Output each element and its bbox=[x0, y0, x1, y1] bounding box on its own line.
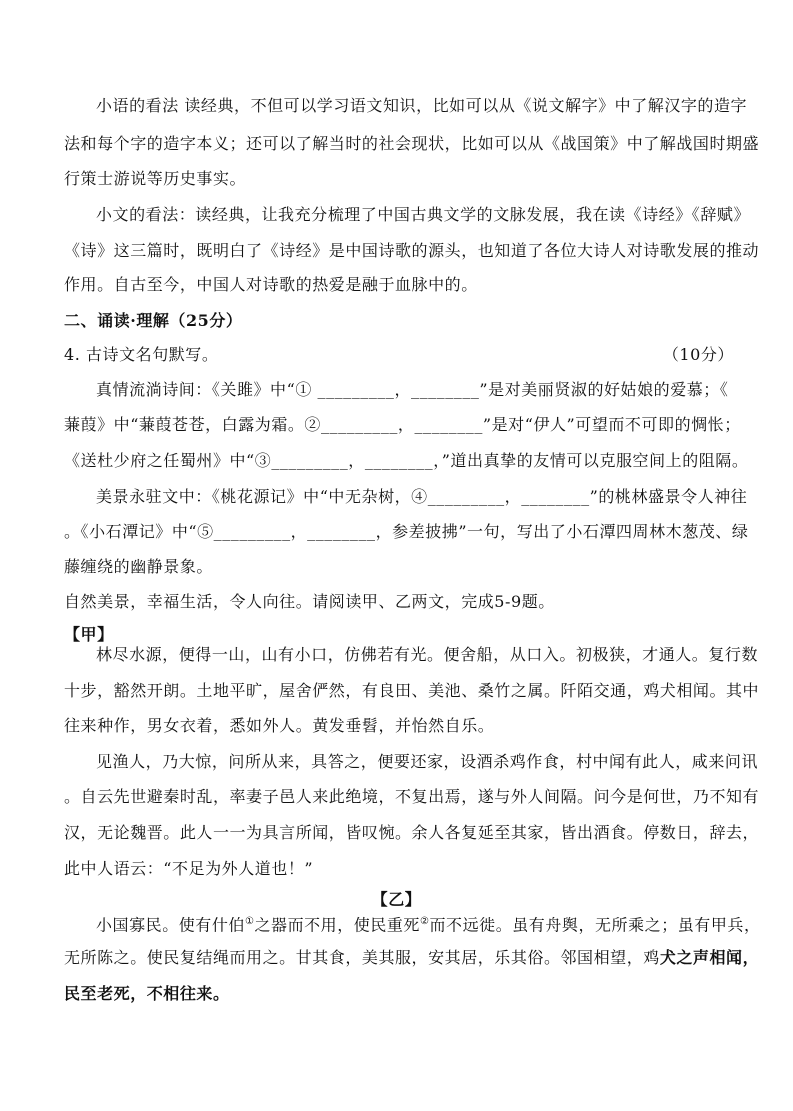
passage-jia-line-7: 此中人语云：“不足为外人道也！” bbox=[64, 859, 314, 878]
passage-yi-line-3: 民至老死，不相往来。 bbox=[64, 984, 230, 1003]
paragraph-xiaowen-line-2: 《诗》这三篇时，既明白了《诗经》是中国诗歌的源头，也知道了各位大诗人对诗歌发展的推动 bbox=[64, 241, 760, 260]
passage-yi-bold-1: 犬之声相闻， bbox=[659, 948, 760, 967]
recitation-line-5: 。《小石潭记》中“⑤_________，________，参差披拂”一句，写出了小石潭四周林木葱茂、绿 bbox=[64, 522, 749, 541]
passage-yi-text-c: 而不远徙。虽有舟舆，无所乘之；虽有甲兵， bbox=[429, 915, 761, 935]
footnote-marker-1: ① bbox=[244, 916, 255, 927]
passage-jia-line-6: 汉，无论魏晋。此人一一为具言所闻，皆叹惋。余人各复延至其家，皆出酒食。停数日，辞去， bbox=[64, 823, 760, 842]
passage-jia-line-4: 见渔人，乃大惊，问所从来，具答之，便要还家，设酒杀鸡作食，村中闻有此人，咸来问讯 bbox=[96, 752, 759, 771]
paragraph-xiaowen-line-3: 作用。自古至今，中国人对诗歌的热爱是融于血脉中的。 bbox=[64, 275, 478, 294]
passage-yi-line-2 bbox=[64, 948, 760, 968]
passage-yi-text-b: 之器而不用，使民重死 bbox=[254, 915, 420, 935]
recitation-line-1: 真情流淌诗间：《关雎》中“① _________，________”是对美丽贤淑的好姑娘的爱慕；《 bbox=[96, 380, 729, 399]
question-4-label: 4. 古诗文名句默写。 bbox=[64, 345, 219, 364]
paragraph-xiaowen-line-1: 小文的看法：读经典，让我充分梳理了中国古典文学的文脉发展，我在读《诗经》《辞赋》 bbox=[96, 205, 751, 224]
paragraph-xiaoyu-line-2: 法和每个字的造字本义；还可以了解当时的社会现状，比如可以从《战国策》中了解战国时期盛 bbox=[64, 134, 760, 153]
passage-jia-line-1: 林尽水源，便得一山，山有小口，仿佛若有光。便舍船，从口入。初极狭，才通人。复行数 bbox=[96, 645, 759, 664]
reading-intro: 自然美景，幸福生活，令人向往。请阅读甲、乙两文，完成5-9题。 bbox=[64, 592, 555, 611]
recitation-line-4: 美景永驻文中：《桃花源记》中“中无杂树，④_________，________”的桃林盛景令人神往 bbox=[96, 487, 748, 506]
question-4-score: （10分） bbox=[662, 345, 734, 364]
passage-yi-text-d: 无所陈之。使民复结绳而用之。甘其食，美其服，安其居，乐其俗。邻国相望，鸡 bbox=[64, 948, 660, 967]
footnote-marker-2: ② bbox=[419, 916, 430, 927]
recitation-line-2: 蒹葭》中“蒹葭苍苍，白露为霜。②_________，________”是对“伊人”可望而不可即的惆怅； bbox=[64, 415, 741, 434]
passage-jia-label: 【甲】 bbox=[64, 625, 114, 644]
recitation-line-6: 藤缠绕的幽静景象。 bbox=[64, 557, 213, 576]
passage-yi-label: 【乙】 bbox=[371, 890, 422, 909]
passage-jia-line-3: 往来种作，男女衣着，悉如外人。黄发垂髫，并怡然自乐。 bbox=[64, 716, 495, 735]
recitation-line-3: 《送杜少府之任蜀州》中“③_________，________，”道出真挚的友情可以克服空间上的阻隔。 bbox=[64, 451, 749, 470]
passage-yi-line-1 bbox=[96, 912, 761, 935]
section-title: 二、诵读·理解（25分） bbox=[64, 311, 243, 330]
passage-jia-line-2: 十步，豁然开朗。土地平旷，屋舍俨然，有良田、美池、桑竹之属。阡陌交通，鸡犬相闻。其中 bbox=[64, 681, 760, 700]
paragraph-xiaoyu-line-3: 行策士游说等历史事实。 bbox=[64, 169, 247, 188]
passage-jia-line-5: 。自云先世避秦时乱，率妻子邑人来此绝境，不复出焉，遂与外人间隔。问今是何世，乃不知有 bbox=[64, 787, 760, 806]
paragraph-xiaoyu-line-1: 小语的看法 读经典，不但可以学习语文知识，比如可以从《说文解字》中了解汉字的造字 bbox=[96, 96, 748, 115]
question-4 bbox=[64, 345, 734, 365]
passage-yi-text-a: 小国寡民。使有什伯 bbox=[96, 915, 245, 935]
